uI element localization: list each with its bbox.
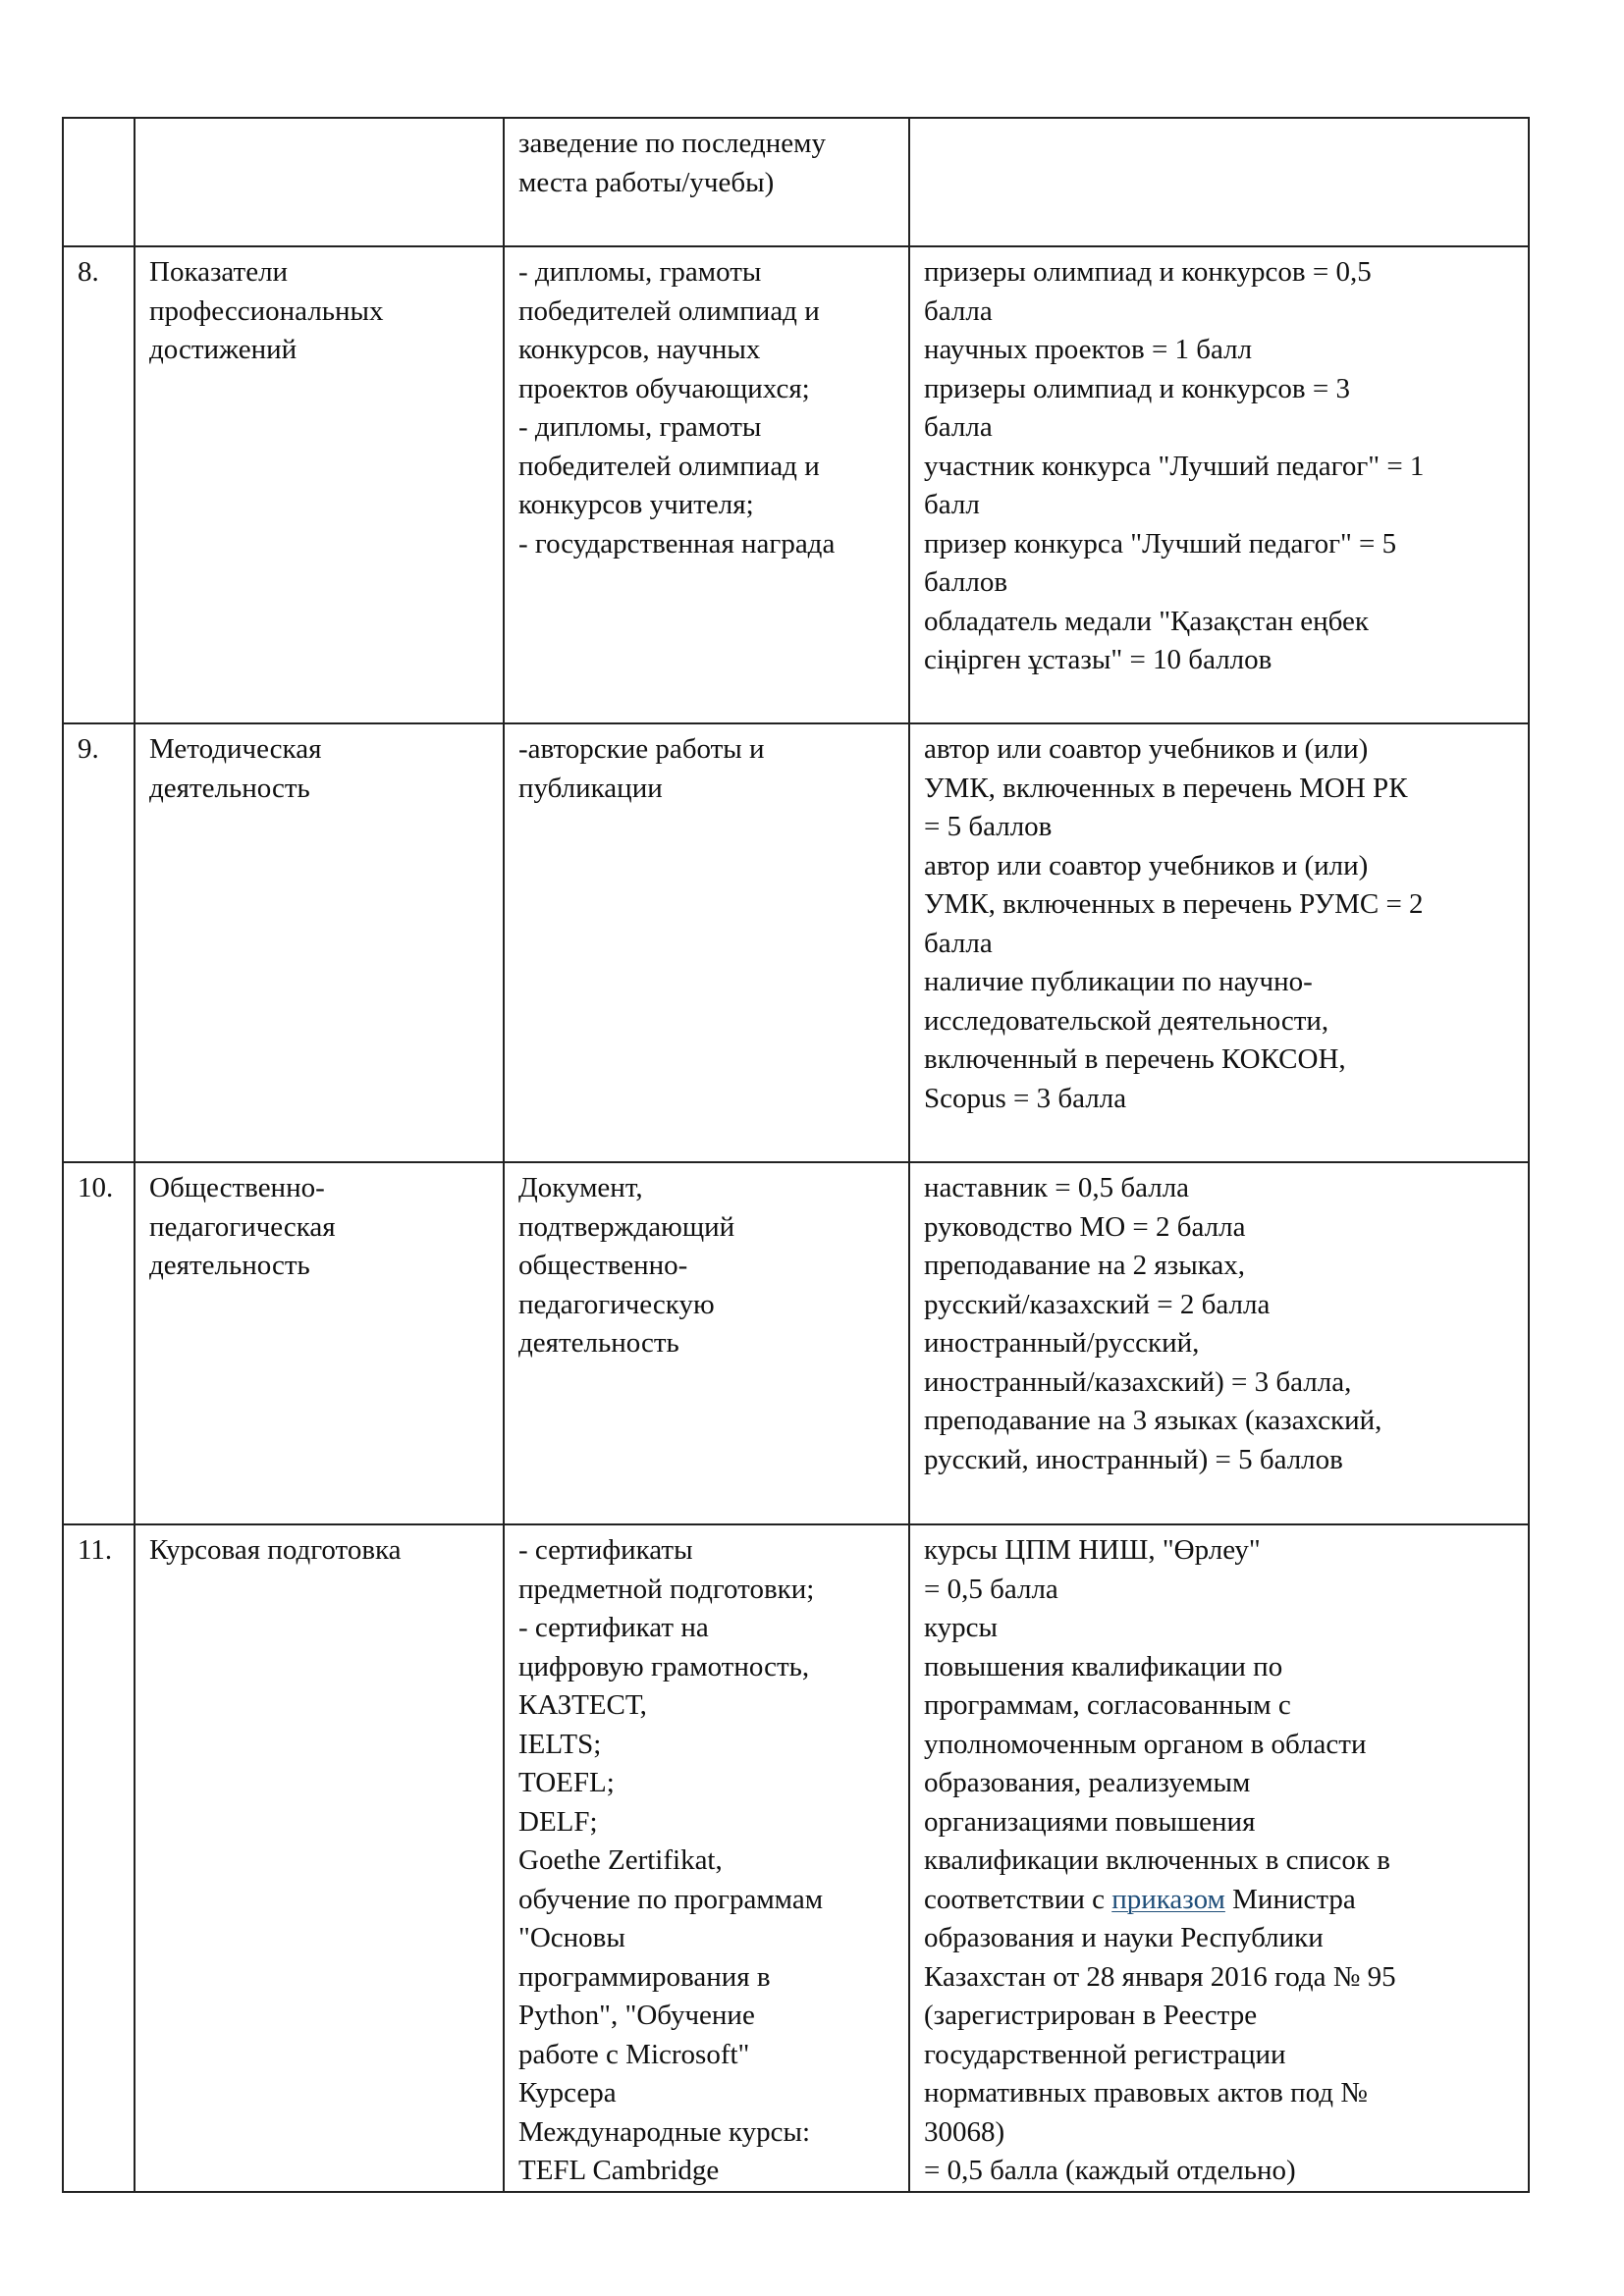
score-line: научных проектов = 1 балл [924, 334, 1253, 365]
documents-cell [504, 118, 909, 246]
score-line: участник конкурса "Лучший педагог" = 1 [924, 450, 1425, 482]
score-line: иностранный/русский, [924, 1327, 1200, 1359]
score-line: русский, иностранный) = 5 баллов [924, 1443, 1343, 1475]
criterion-name-line: профессиональных [149, 294, 384, 327]
table-row-8 [63, 246, 1529, 723]
criterion-name-line: Курсовая подготовка [149, 1534, 402, 1566]
score-line: = 0,5 балла (каждый отдельно) [924, 2155, 1296, 2186]
documents-cell [504, 1524, 909, 2192]
score-cell [909, 1524, 1529, 2192]
row-number-cell: 9. [63, 723, 135, 1162]
score-line: курсы ЦПМ НИШ, "Өрлеу" [924, 1534, 1261, 1566]
criterion-name-line: достижений [149, 334, 298, 365]
documents-cell [504, 246, 909, 723]
table-row-9 [63, 723, 1529, 1162]
row-number-cell [63, 118, 135, 246]
documents-line: обучение по программам [518, 1883, 824, 1915]
documents-line: цифровую грамотность, [518, 1650, 810, 1682]
criterion-name-cell [135, 1162, 504, 1524]
documents-line: конкурсов, научных [518, 334, 761, 365]
documents-line: Курсера [518, 2077, 617, 2109]
score-line: балл [924, 489, 980, 520]
score-line: обладатель медали "Қазақстан еңбек [924, 605, 1369, 637]
score-line: преподавание на 2 языках, [924, 1250, 1245, 1281]
criterion-name-line: деятельность [149, 1250, 310, 1281]
documents-line: места работы/учебы) [518, 166, 775, 198]
documents-line: TEFL Cambridge [518, 2155, 720, 2186]
documents-cell [504, 723, 909, 1162]
documents-line: - сертификаты [518, 1534, 693, 1566]
score-line: курсы [924, 1612, 999, 1643]
documents-line: деятельность [518, 1327, 679, 1359]
score-line: преподавание на 3 языках (казахский, [924, 1405, 1382, 1436]
score-cell [909, 1162, 1529, 1524]
score-line: (зарегистрирован в Реестре [924, 2000, 1258, 2031]
documents-line: - дипломы, грамоты [518, 411, 762, 443]
score-line-with-link [924, 1881, 1516, 1920]
score-line: нормативных правовых актов под № [924, 2077, 1368, 2109]
documents-line: предметной подготовки; [518, 1573, 815, 1605]
score-line: наставник = 0,5 балла [924, 1172, 1190, 1203]
score-line: балла [924, 411, 993, 443]
score-line: баллов [924, 566, 1008, 598]
score-line: Scopus = 3 балла [924, 1082, 1127, 1114]
score-line: государственной регистрации [924, 2038, 1286, 2070]
score-line: иностранный/казахский) = 3 балла, [924, 1365, 1352, 1398]
documents-line: победителей олимпиад и [518, 294, 820, 327]
documents-line: общественно- [518, 1250, 688, 1281]
documents-line: педагогическую [518, 1288, 715, 1320]
score-line: призеры олимпиад и конкурсов = 0,5 [924, 256, 1372, 288]
score-line: организациями повышения [924, 1805, 1256, 1838]
table-row-10 [63, 1162, 1529, 1524]
score-line: программам, согласованным с [924, 1689, 1291, 1721]
documents-line: КАЗТЕСТ, [518, 1689, 647, 1721]
score-line: автор или соавтор учебников и (или) [924, 849, 1369, 881]
criterion-name-cell [135, 723, 504, 1162]
documents-line: заведение по последнему [518, 128, 826, 159]
row-number-cell: 11. [63, 1524, 135, 2192]
documents-line: - дипломы, грамоты [518, 256, 762, 288]
documents-line: DELF; [518, 1805, 598, 1838]
documents-line: программирования в [518, 1960, 771, 1993]
score-line: наличие публикации по научно- [924, 966, 1313, 997]
criterion-name-line: Показатели [149, 256, 289, 288]
score-line: руководство МО = 2 балла [924, 1210, 1246, 1243]
criterion-name-cell [135, 246, 504, 723]
score-line: балла [924, 294, 993, 327]
documents-line: публикации [518, 772, 663, 804]
score-line: 30068) [924, 2115, 1005, 2148]
documents-line: TOEFL; [518, 1767, 615, 1798]
criterion-name-line: Общественно- [149, 1172, 325, 1203]
score-line: = 0,5 балла [924, 1573, 1058, 1605]
documents-line: IELTS; [518, 1728, 602, 1760]
score-cell [909, 246, 1529, 723]
documents-line: Документ, [518, 1172, 643, 1203]
score-line: образования и науки Республики [924, 1922, 1324, 1953]
documents-line: работе с Microsoft" [518, 2038, 750, 2070]
score-line: Казахстан от 28 января 2016 года № 95 [924, 1960, 1396, 1993]
documents-cell [504, 1162, 909, 1524]
score-line: УМК, включенных в перечень РУМС = 2 [924, 888, 1424, 920]
score-cell [909, 118, 1529, 246]
criterion-name-cell [135, 118, 504, 246]
score-line: автор или соавтор учебников и (или) [924, 733, 1369, 765]
score-line: образования, реализуемым [924, 1767, 1251, 1798]
criterion-name-line: педагогическая [149, 1210, 336, 1243]
row-number-cell: 10. [63, 1162, 135, 1524]
documents-line: - государственная награда [518, 527, 836, 560]
documents-line: проектов обучающихся; [518, 372, 810, 404]
order-link[interactable]: приказом [1111, 1883, 1225, 1915]
score-line: русский/казахский = 2 балла [924, 1288, 1271, 1320]
score-line: сіңірген ұстазы" = 10 баллов [924, 644, 1272, 675]
criterion-name-cell [135, 1524, 504, 2192]
documents-line: Goethe Zertifikat, [518, 1844, 723, 1876]
score-line: уполномоченным органом в области [924, 1728, 1367, 1760]
score-line: балла [924, 927, 993, 959]
link-prefix-text: соответствии с [924, 1883, 1112, 1915]
score-line: квалификации включенных в список в [924, 1844, 1390, 1876]
link-suffix-text: Министра [1224, 1883, 1356, 1915]
criterion-name-line: деятельность [149, 772, 310, 804]
documents-line: "Основы [518, 1922, 625, 1953]
score-line: призеры олимпиад и конкурсов = 3 [924, 372, 1350, 404]
score-cell [909, 723, 1529, 1162]
table-row-11 [63, 1524, 1529, 2192]
score-line: повышения квалификации по [924, 1650, 1283, 1682]
table-row-continuation [63, 118, 1529, 246]
score-line: исследовательской деятельности, [924, 1004, 1329, 1037]
score-line: включенный в перечень КОКСОН, [924, 1043, 1346, 1075]
criterion-name-line: Методическая [149, 733, 322, 765]
row-number-cell: 8. [63, 246, 135, 723]
criteria-table [62, 117, 1530, 2193]
documents-line: Международные курсы: [518, 2115, 811, 2148]
documents-line: подтверждающий [518, 1210, 735, 1243]
documents-line: победителей олимпиад и [518, 450, 820, 482]
score-line: УМК, включенных в перечень МОН РК [924, 772, 1408, 804]
documents-line: конкурсов учителя; [518, 489, 754, 520]
score-line: = 5 баллов [924, 811, 1053, 842]
documents-line: Python", "Обучение [518, 2000, 755, 2031]
score-line: призер конкурса "Лучший педагог" = 5 [924, 527, 1397, 560]
documents-line: - сертификат на [518, 1612, 709, 1643]
documents-line: -авторские работы и [518, 733, 765, 765]
